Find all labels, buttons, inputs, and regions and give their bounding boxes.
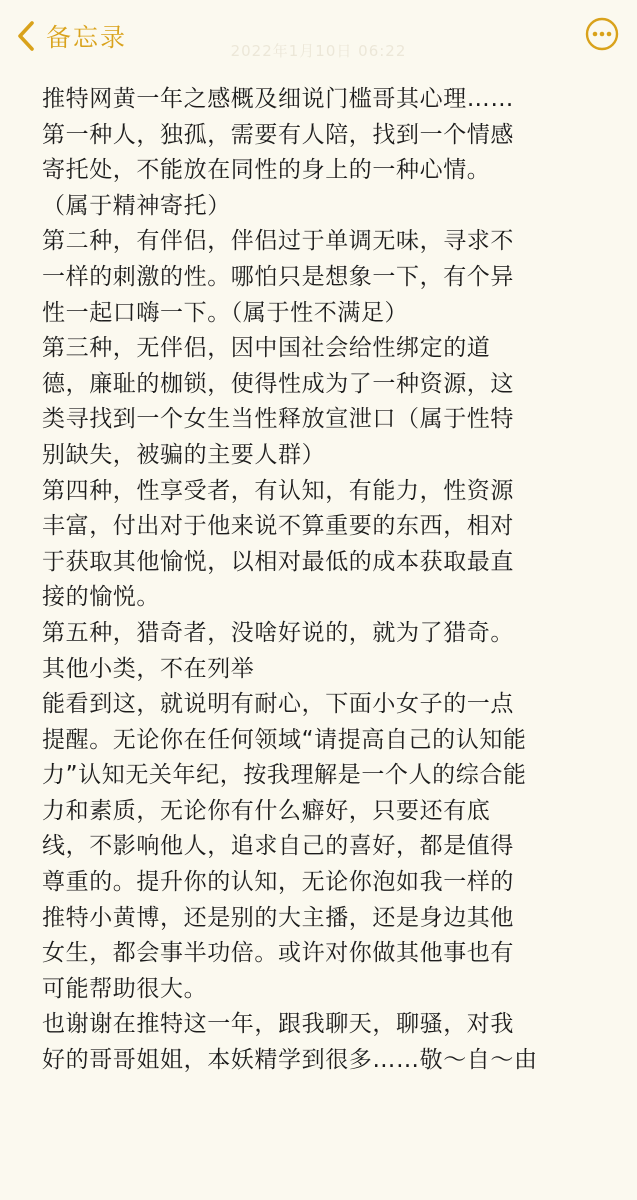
note-line: 德，廉耻的枷锁，使得性成为了一种资源，这 <box>42 370 514 397</box>
note-line: 能看到这，就说明有耐心，下面小女子的一点 <box>42 691 514 718</box>
note-line: 第五种，猎奇者，没啥好说的，就为了猎奇。 <box>42 619 514 646</box>
note-line: 提醒。无论你在任何领域“请提高自己的认知能 <box>42 726 527 753</box>
note-line: 力”认知无关年纪，按我理解是一个人的综合能 <box>42 762 527 789</box>
note-line: 第三种，无伴侣，因中国社会给性绑定的道 <box>42 335 491 362</box>
note-line: 第二种，有伴侣，伴侣过于单调无味，寻求不 <box>42 228 514 255</box>
note-line: 可能帮助很大。 <box>42 975 208 1002</box>
note-line: 推特网黄一年之感概及细说门槛哥其心理…… <box>42 86 514 112</box>
note-line: 别缺失，被骗的主要人群） <box>42 441 326 468</box>
note-line: 丰富，付出对于他来说不算重要的东西，相对 <box>42 513 514 540</box>
note-text-area[interactable] <box>42 82 602 1079</box>
note-line: 性一起口嗨一下。（属于性不满足） <box>42 299 409 326</box>
note-line: （属于精神寄托） <box>42 192 231 219</box>
note-line: 也谢谢在推特这一年，跟我聊天，聊骚，对我 <box>42 1011 514 1038</box>
note-line: 类寻找到一个女生当性释放宣泄口（属于性特 <box>42 406 514 433</box>
note-line: 第一种人，独孤，需要有人陪，找到一个情感 <box>42 121 514 148</box>
note-line: 力和素质，无论你有什么癖好，只要还有底 <box>42 797 491 824</box>
note-line: 线，不影响他人，追求自己的喜好，都是值得 <box>42 833 514 860</box>
note-line: 尊重的。提升你的认知，无论你泡如我一样的 <box>42 869 514 896</box>
note-line: 接的愉悦。 <box>42 584 160 611</box>
note-line: 推特小黄博，还是别的大主播，还是身边其他 <box>42 904 514 931</box>
note-line: 第四种，性享受者，有认知，有能力，性资源 <box>42 477 514 504</box>
note-timestamp: 2022年1月10日 06:22 <box>230 42 407 60</box>
ellipsis-circle-icon[interactable] <box>585 17 619 51</box>
note-line: 寄托处，不能放在同性的身上的一种心情。 <box>42 157 491 184</box>
note-line: 其他小类，不在列举 <box>42 655 255 682</box>
note-line: 好的哥哥姐姐，本妖精学到很多……敬～自～由 <box>42 1047 538 1074</box>
note-line: 女生，都会事半功倍。或许对你做其他事也有 <box>42 940 514 967</box>
note-line: 于获取其他愉悦，以相对最低的成本获取最直 <box>42 548 514 575</box>
note-line: 一样的刺激的性。哪怕只是想象一下，有个异 <box>42 263 514 290</box>
back-label: 备忘录 <box>46 23 128 52</box>
navigation-bar <box>0 0 637 72</box>
